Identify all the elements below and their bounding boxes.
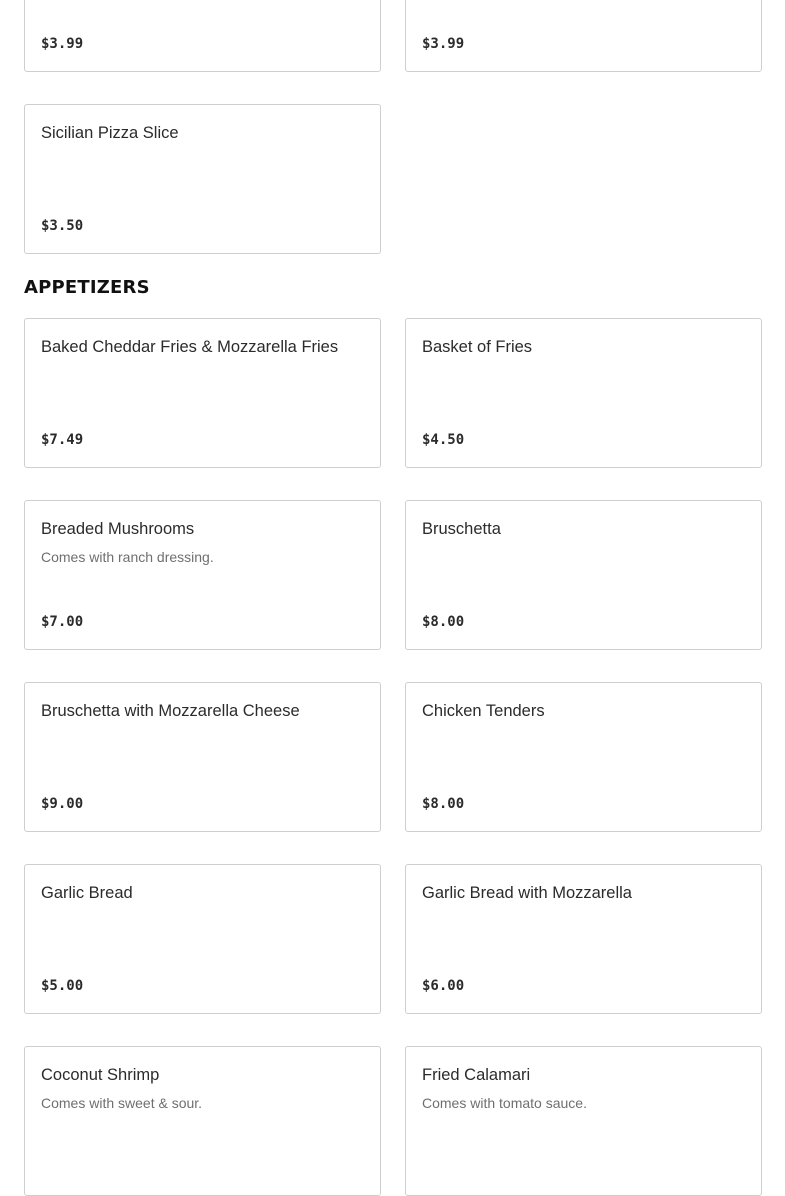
- menu-item-price: $3.99: [422, 36, 465, 52]
- menu-item-card[interactable]: [405, 864, 762, 1014]
- menu-item-card[interactable]: [24, 682, 381, 832]
- menu-item-card[interactable]: [405, 318, 762, 468]
- menu-item-name: Breaded Mushrooms: [41, 520, 195, 538]
- menu-item-description: [422, 0, 749, 1]
- menu-item-price: $9.00: [41, 796, 84, 812]
- menu-item-price: $5.00: [41, 978, 84, 994]
- menu-item-card[interactable]: [405, 1046, 762, 1196]
- menu-item-card[interactable]: [24, 0, 381, 72]
- menu-item-price: $7.00: [41, 614, 84, 630]
- menu-item-card[interactable]: [24, 104, 381, 254]
- menu-item-price: $8.00: [422, 796, 465, 812]
- menu-item-description: [41, 0, 368, 1]
- menu-item-price: $4.50: [422, 432, 465, 448]
- menu-item-name: Chicken Tenders: [422, 702, 545, 720]
- menu-item-card[interactable]: [405, 0, 762, 72]
- menu-item-name: Bruschetta: [422, 520, 501, 538]
- menu-item-price: $7.49: [41, 432, 84, 448]
- menu-item-name: Baked Cheddar Fries & Mozzarella Fries: [41, 338, 339, 356]
- menu-item-name: Coconut Shrimp: [41, 1066, 160, 1084]
- menu-item-description: Comes with tomato sauce.: [422, 1095, 587, 1111]
- menu-item-name: Fried Calamari: [422, 1066, 531, 1084]
- menu-item-card[interactable]: [24, 1046, 381, 1196]
- menu-item-price: $6.00: [422, 978, 465, 994]
- menu-item-name: Garlic Bread: [41, 884, 133, 902]
- menu-item-price: $8.00: [422, 614, 465, 630]
- menu-item-name: Basket of Fries: [422, 338, 533, 356]
- menu-item-name: Sicilian Pizza Slice: [41, 124, 179, 142]
- menu-item-name: Bruschetta with Mozzarella Cheese: [41, 702, 300, 720]
- menu-item-card[interactable]: [24, 318, 381, 468]
- menu-item-price: $3.99: [41, 36, 84, 52]
- menu-item-description: Comes with ranch dressing.: [41, 549, 214, 565]
- menu-item-card[interactable]: [24, 500, 381, 650]
- menu-item-card[interactable]: [24, 864, 381, 1014]
- menu-item-card[interactable]: [405, 500, 762, 650]
- menu-item-name: Garlic Bread with Mozzarella: [422, 884, 632, 902]
- menu-item-description: Comes with sweet & sour.: [41, 1095, 203, 1111]
- section-title-appetizers: APPETIZERS: [24, 277, 150, 298]
- menu-item-card[interactable]: [405, 682, 762, 832]
- menu-item-price: $3.50: [41, 218, 84, 234]
